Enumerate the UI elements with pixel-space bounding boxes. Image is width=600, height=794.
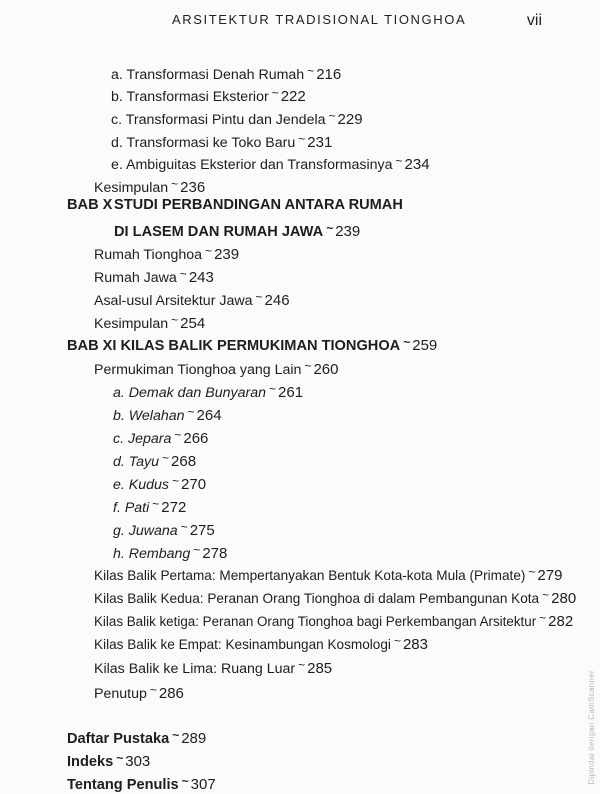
- toc-entry: Penutup ~ 286: [94, 683, 184, 702]
- toc-entry: Rumah Jawa ~ 243: [94, 267, 214, 286]
- toc-subentry: b. Welahan ~ 264: [113, 405, 222, 424]
- toc-entry: Asal-usul Arsitektur Jawa ~ 246: [94, 290, 290, 309]
- toc-entry: Rumah Tionghoa ~ 239: [94, 244, 240, 263]
- scanner-watermark: Dipindai dengan CamScanner: [587, 670, 596, 785]
- toc-subentry: g. Juwana ~ 275: [113, 520, 215, 539]
- toc-subentry: e. Kudus ~ 270: [113, 474, 207, 493]
- chapter-heading: DI LASEM DAN RUMAH JAWA ~ 239: [114, 221, 361, 240]
- toc-entry: Kilas Balik ke Lima: Ruang Luar ~ 285: [94, 658, 333, 677]
- page-number: vii: [526, 12, 542, 29]
- toc-subentry: d. Tayu ~ 268: [113, 451, 197, 470]
- backmatter-entry: Indeks ~ 303: [67, 751, 151, 770]
- chapter-heading: BAB XI KILAS BALIK PERMUKIMAN TIONGHOA ~ 259: [67, 335, 438, 354]
- backmatter-entry: Daftar Pustaka ~ 289: [67, 728, 207, 747]
- toc-entry: Kilas Balik Pertama: Mempertanyakan Bentuk Kota-kota Mula (Primate) ~ 279: [94, 565, 563, 584]
- toc-subentry: a. Demak dan Bunyaran ~ 261: [113, 382, 304, 401]
- chapter-code: BAB X: [67, 197, 113, 213]
- toc-entry: Kesimpulan ~ 254: [94, 313, 206, 332]
- toc-entry: c. Transformasi Pintu dan Jendela ~ 229: [111, 109, 363, 128]
- toc-entry: Permukiman Tionghoa yang Lain ~ 260: [94, 359, 339, 378]
- toc-entry: Kesimpulan ~ 236: [94, 177, 206, 196]
- toc-entry: e. Ambiguitas Eksterior dan Transformasinya ~ 234: [111, 154, 430, 173]
- toc-entry: Kilas Balik Kedua: Peranan Orang Tionghoa di dalam Pembangunan Kota ~ 280: [94, 588, 577, 607]
- toc-subentry: c. Jepara ~ 266: [113, 428, 209, 447]
- toc-entry: d. Transformasi ke Toko Baru ~ 231: [111, 132, 333, 151]
- toc-subentry: f. Pati ~ 272: [113, 497, 187, 516]
- backmatter-entry: Tentang Penulis ~ 307: [67, 774, 216, 793]
- toc-entry: Kilas Balik ketiga: Peranan Orang Tionghoa bagi Perkembangan Arsitektur ~ 282: [94, 611, 574, 630]
- toc-entry: Kilas Balik ke Empat: Kesinambungan Kosmologi ~ 283: [94, 634, 428, 653]
- chapter-heading: BAB X STUDI PERBANDINGAN ANTARA RUMAH: [67, 197, 403, 213]
- toc-entry: b. Transformasi Eksterior ~ 222: [111, 86, 306, 105]
- toc-subentry: h. Rembang ~ 278: [113, 543, 228, 562]
- running-header: ARSITEKTUR TRADISIONAL TIONGHOA: [172, 12, 467, 27]
- toc-entry: a. Transformasi Denah Rumah ~ 216: [111, 64, 342, 83]
